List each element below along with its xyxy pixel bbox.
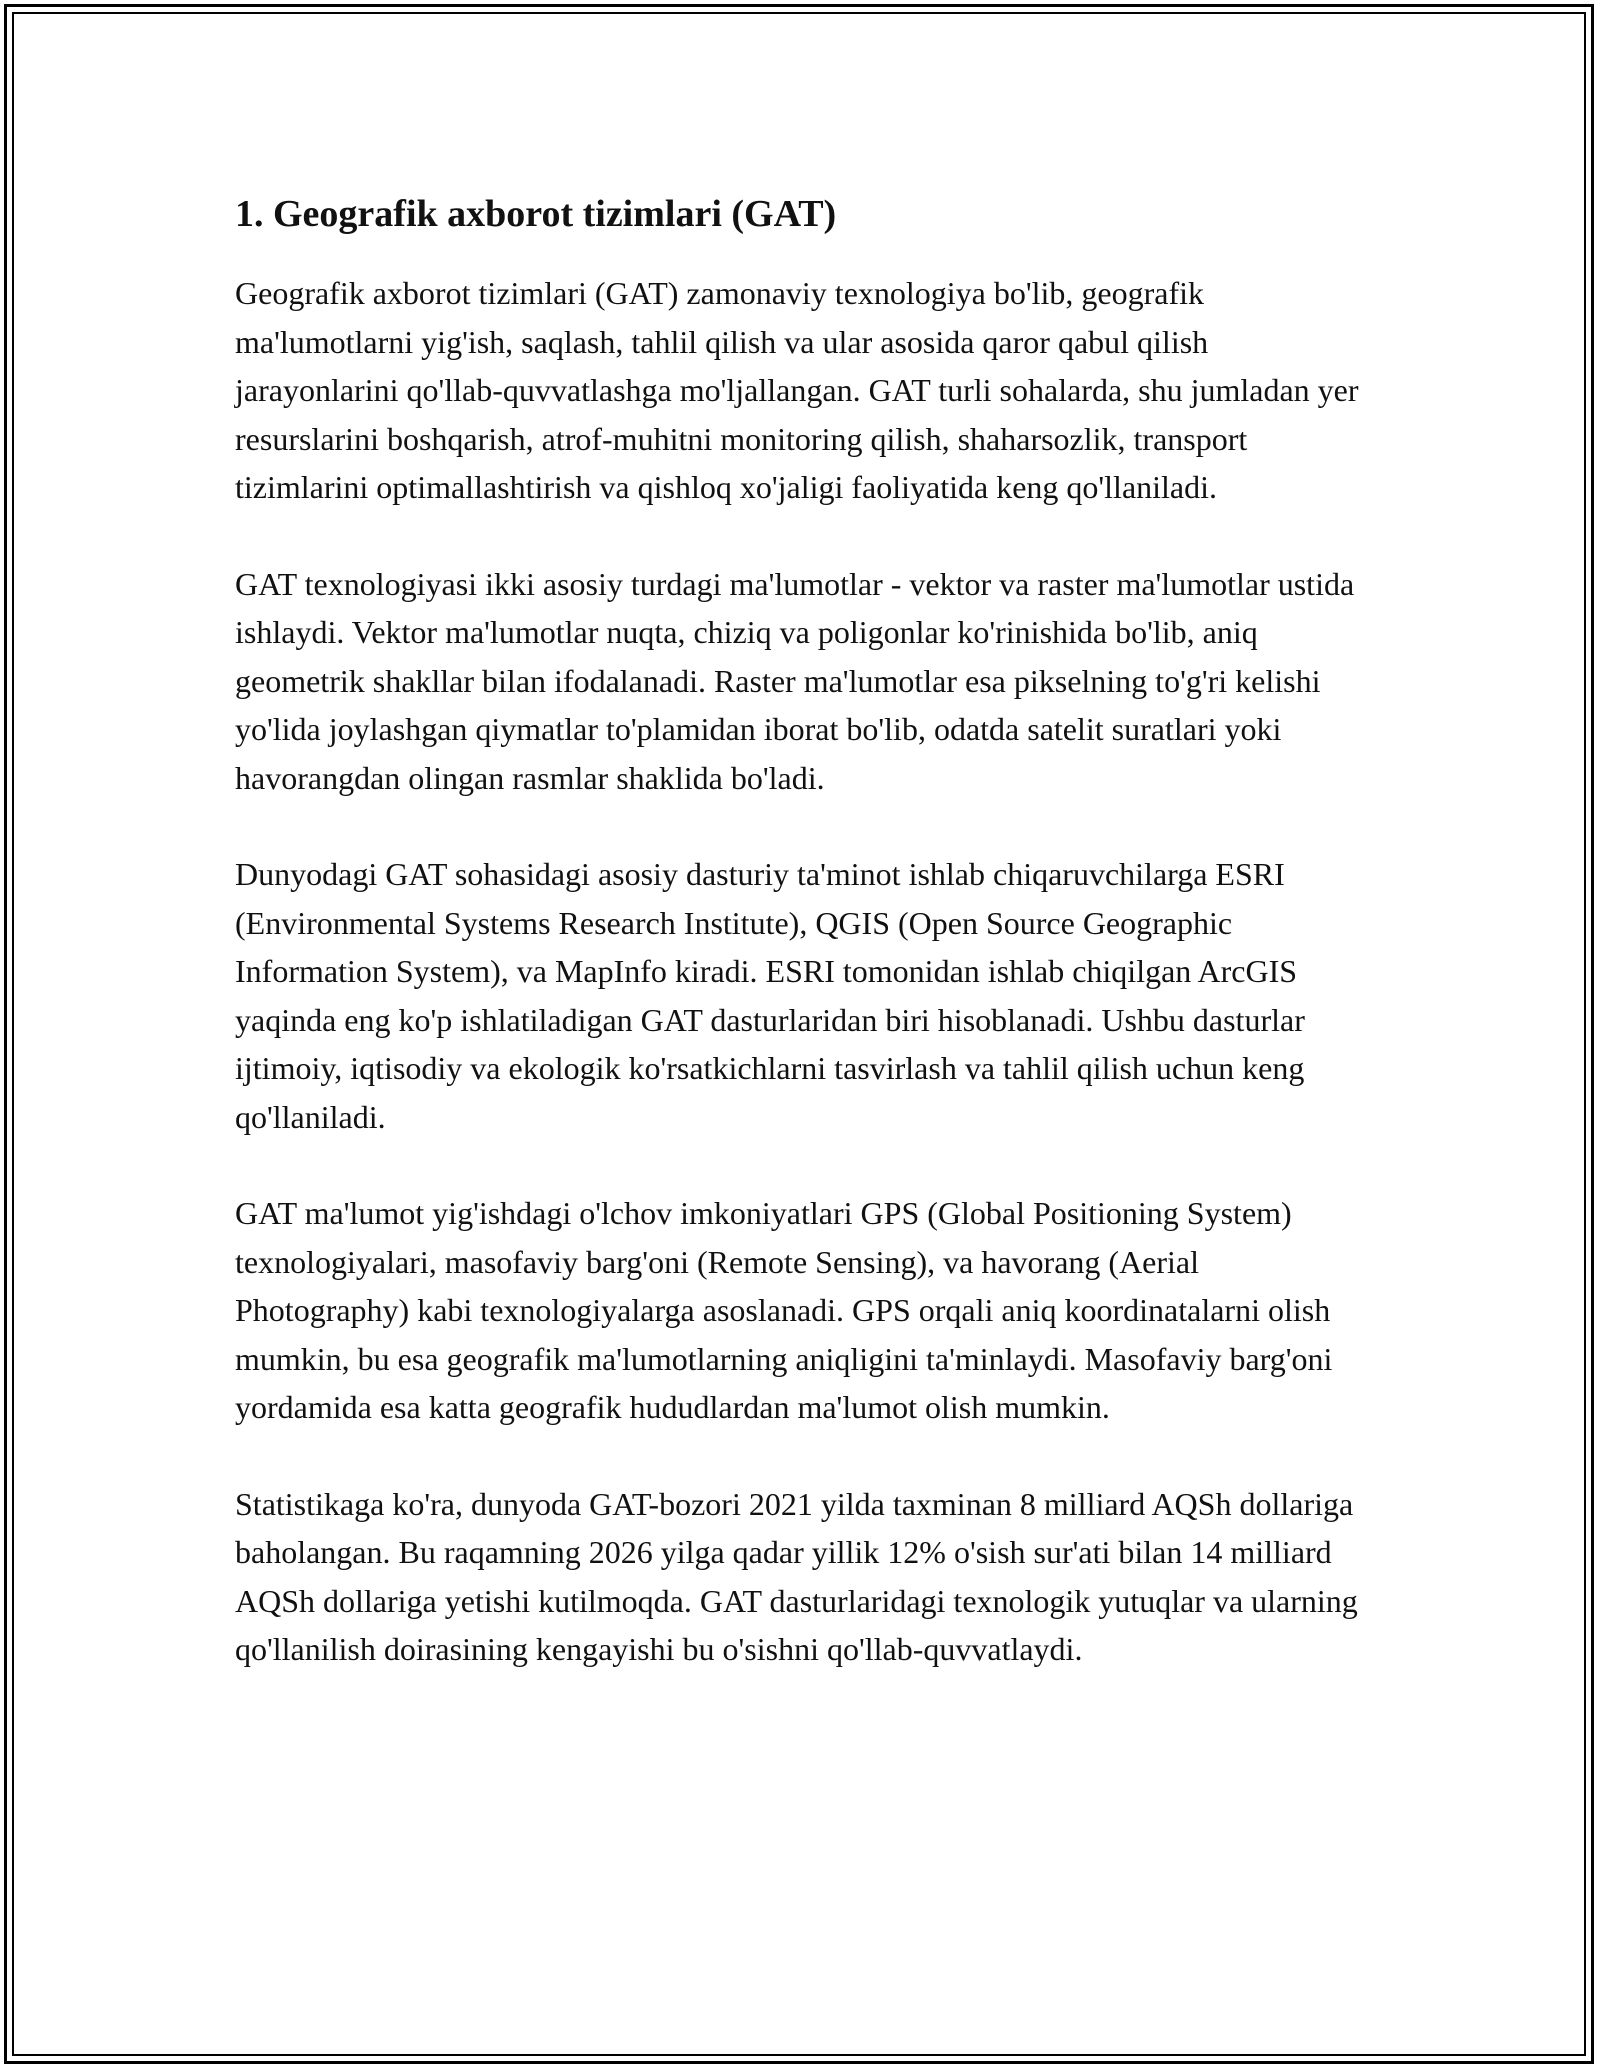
- paragraph-statistics: Statistikaga ko'ra, dunyoda GAT-bozori 2021 yilda taxminan 8 milliard AQSh dollariga baholangan. Bu raqamning 2026 yilga qadar yillik 12% o'sish sur'ati bilan 14 milliard AQSh dollariga yetishi kutilmoqda. GAT dasturlaridagi texnologik yutuqlar va ularning qo'llanilish doirasining kengayishi bu o'sishni qo'llab-quvvatlaydi.: [235, 1485, 1358, 1667]
- document-body: [235, 182, 1375, 1722]
- paragraph-software: Dunyodagi GAT sohasidagi asosiy dasturiy ta'minot ishlab chiqaruvchilarga ESRI (Environmental Systems Research Institute), QGIS (Open Source Geographic Information System), va MapInfo kiradi. ESRI tomonidan ishlab chiqilgan ArcGIS yaqinda eng ko'p ishlatiladigan GAT dasturlaridan biri hisoblanadi. Ushbu dasturlar ijtimoiy, iqtisodiy va ekologik ko'rsatkichlarni tasvirlash va tahlil qilish uchun keng qo'llaniladi.: [235, 856, 1305, 1135]
- paragraph-data-collection: GAT ma'lumot yig'ishdagi o'lchov imkoniyatlari GPS (Global Positioning System) texnologiyalari, masofaviy barg'oni (Remote Sensing), va havorang (Aerial Photography) kabi texnologiyalarga asoslanadi. GPS orqali aniq koordinatalarni olish mumkin, bu esa geografik ma'lumotlarning aniqligini ta'minlaydi. Masofaviy barg'oni yordamida esa katta geografik hududlardan ma'lumot olish mumkin.: [235, 1195, 1333, 1425]
- section-heading: 1. Geografik axborot tizimlari (GAT): [235, 193, 837, 235]
- paragraph-data-types: GAT texnologiyasi ikki asosiy turdagi ma'lumotlar - vektor va raster ma'lumotlar ustida ishlaydi. Vektor ma'lumotlar nuqta, chiziq va poligonlar ko'rinishida bo'lib, aniq geometrik shakllar bilan ifodalanadi. Raster ma'lumotlar esa pikselning to'g'ri kelishi yo'lida joylashgan qiymatlar to'plamidan iborat bo'lib, odatda satelit suratlari yoki havorangdan olingan rasmlar shaklida bo'ladi.: [235, 565, 1355, 796]
- paragraph-intro: Geografik axborot tizimlari (GAT) zamonaviy texnologiya bo'lib, geografik ma'lumotlarni yig'ish, saqlash, tahlil qilish va ular asosida qaror qabul qilish jarayonlarini qo'llab-quvvatlashga mo'ljallangan. GAT turli sohalarda, shu jumladan yer resurslarini boshqarish, atrof-muhitni monitoring qilish, shaharsozlik, transport tizimlarini optimallashtirish va qishloq xo'jaligi faoliyatida keng qo'llaniladi.: [235, 275, 1359, 505]
